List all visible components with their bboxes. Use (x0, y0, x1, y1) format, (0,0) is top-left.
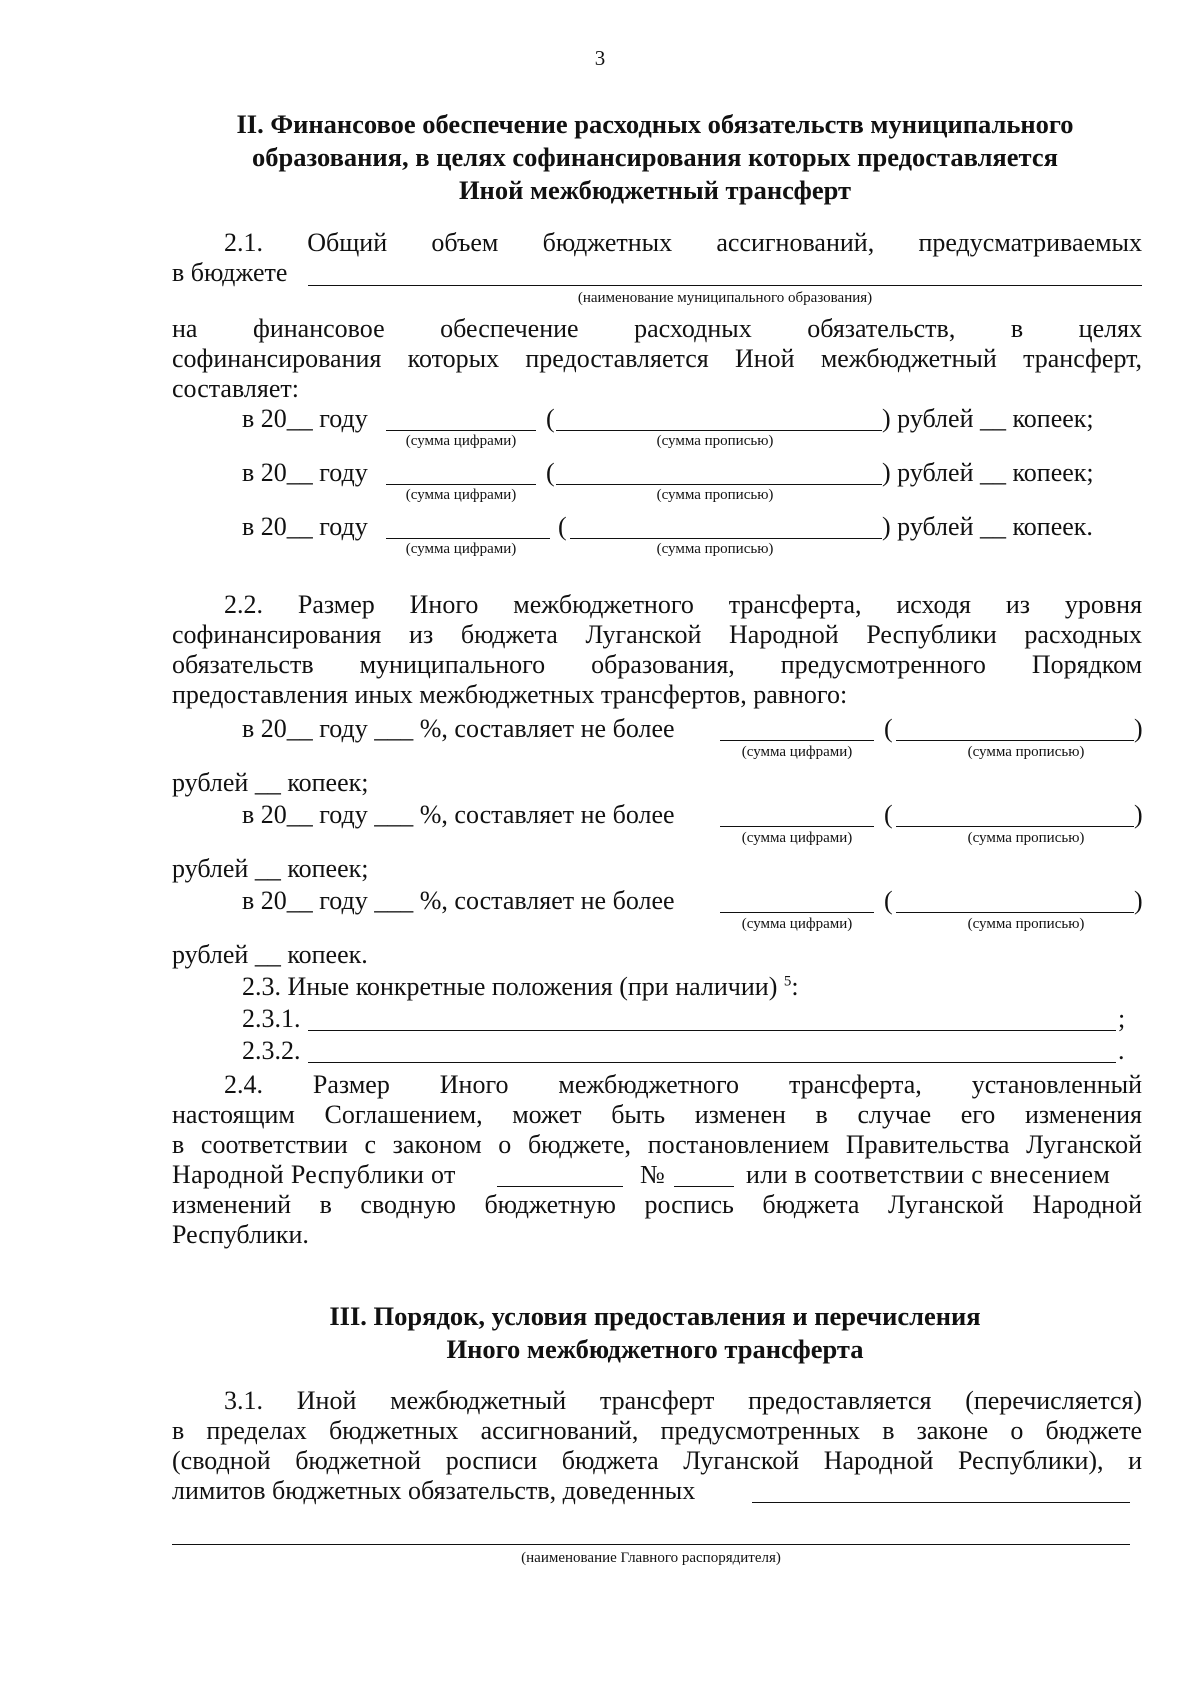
p22-line4: предоставления иных межбюджетных трансфертов, равного: (172, 680, 848, 709)
p31-line1: 3.1. Иной межбюджетный трансферт предоставляется (перечисляется) (224, 1386, 1143, 1415)
p24-line5: изменений в сводную бюджетную роспись бюджета Луганской Народной (172, 1190, 1142, 1219)
p21-line4: софинансирования которых предоставляется Иной межбюджетный трансферт, (172, 344, 1143, 373)
municipality-name-field[interactable] (308, 285, 1142, 286)
amount-digits-field[interactable] (386, 430, 536, 431)
p24-line1: 2.4. Размер Иного межбюджетного трансферта, установленный (224, 1070, 1143, 1099)
amount-words-field[interactable] (570, 538, 882, 539)
section-3-heading (160, 1300, 1150, 1366)
amount-words-field[interactable] (896, 912, 1134, 913)
resolution-date-field[interactable] (497, 1186, 623, 1187)
heading-line: II. Финансовое обеспечение расходных обязательств муниципального (236, 109, 1074, 139)
p24-line3: в соответствии с законом о бюджете, постановлением Правительства Луганской (172, 1130, 1142, 1159)
provision-2-3-2-field[interactable] (308, 1062, 1116, 1063)
amount-digits-field[interactable] (720, 826, 874, 827)
amount-digits-field[interactable] (386, 484, 536, 485)
p23-intro: 2.3. Иные конкретные положения (при наличии) $^5$: (242, 972, 799, 1001)
resolution-number-field[interactable] (674, 1186, 734, 1187)
p24-line6: Республики. (172, 1220, 309, 1249)
page-number: 3 (594, 46, 606, 70)
p21-line5: составляет: (172, 374, 299, 403)
heading-line: Иного межбюджетного трансферта (446, 1334, 864, 1364)
p23-item1-label: 2.3.1. (242, 1004, 301, 1033)
amount-words-field[interactable] (896, 826, 1134, 827)
document-page: 3 II. Финансовое обеспечение расходных обязательств муниципального образования, в целях софинансирования которых предоставляется Иной межбюджетный трансферт 2.1. Общий объем бюджетных ассигнований, предусматриваемых в бюджете (наименование муниципального образования) на финансовое обеспечение расходных обязательств, в целях софинансирования которых предоставляется Иной межбюджетный трансферт, составляет: в 20__ году ( ) рублей __ копеек; (сумма цифрами) (сумма прописью) в 20__ году ( ) рублей __ копеек; (сумма цифрами) (сумма прописью) в 20__ году ( ) рублей __ копеек. (сумма цифрами) (сумма прописью) 2.2. Размер Иного межбюджетного трансферта, исходя из уровня софинансирования из бюджета Луганской Народной Республики расходных обязательств муниципального образования, предусмотренного Порядком предоставления иных межбюджетных трансфертов, равного: в 20__ году ___ %, составляет не более ( ) (сумма цифрами) (сумма прописью) рублей __ копеек; в 20__ году ___ %, составляет не более ( ) (сумма цифрами) (сумма прописью) рублей __ копеек; в 20__ году ___ %, составляет не более ( ) (сумма цифрами) (сумма прописью) рублей __ копеек. 2.3. Иные конкретные положения (при наличии) $^5$: 2.3.1. ; 2.3.2. . 2.4. Размер Иного межбюджетного трансферта, установленный настоящим Соглашением, может быть изменен в случае его изменения в соответствии с законом о бюджете, постановлением Правительства Луганской Народной Республики от № или в соответствии с внесением изменений в сводную бюджетную роспись бюджета Луганской Народной Республики. III. Порядок, условия предоставления и перечисления Иного межбюджетного трансферта 3.1. Иной межбюджетный трансферт предоставляется (перечисляется) в пределах бюджетных ассигнований, предусмотренных в законе о бюджете (сводной бюджетной росписи бюджета Луганской Народной Республики), и лимитов бюджетных обязательств, доведенных (наименование Главного распорядителя) (0, 0, 1200, 1697)
p21-line1: 2.1. Общий объем бюджетных ассигнований, предусматриваемых (224, 228, 1142, 257)
amount-words-field[interactable] (556, 430, 882, 431)
amount-words-field[interactable] (556, 484, 882, 485)
p21-in-budget: в бюджете (172, 258, 288, 287)
p31-line3: (сводной бюджетной росписи бюджета Луганской Народной Республики), и (172, 1446, 1143, 1475)
amount-words-field[interactable] (896, 740, 1134, 741)
p24-line2: настоящим Соглашением, может быть изменен в случае его изменения (172, 1100, 1142, 1129)
p21-line3: на финансовое обеспечение расходных обязательств, в целях (172, 314, 1143, 343)
heading-line: образования, в целях софинансирования которых предоставляется (252, 142, 1058, 172)
amount-digits-field[interactable] (720, 740, 874, 741)
heading-line: Иной межбюджетный трансферт (458, 175, 852, 205)
provision-2-3-1-field[interactable] (308, 1030, 1116, 1031)
footnote-ref: 5 (783, 973, 792, 990)
p31-line2: в пределах бюджетных ассигнований, предусмотренных в законе о бюджете (172, 1416, 1143, 1445)
p23-item2-label: 2.3.2. (242, 1036, 301, 1065)
p22-line1: 2.2. Размер Иного межбюджетного трансферта, исходя из уровня (224, 590, 1143, 619)
p22-line3: обязательств муниципального образования, предусмотренного Порядком (172, 650, 1143, 679)
amount-digits-field[interactable] (720, 912, 874, 913)
heading-line: III. Порядок, условия предоставления и перечисления (329, 1301, 981, 1331)
section-2-heading (160, 108, 1150, 207)
p31-line4: лимитов бюджетных обязательств, доведенных (172, 1476, 696, 1505)
municipality-caption: (наименование муниципального образования) (577, 290, 873, 306)
main-administrator-caption: (наименование Главного распорядителя) (521, 1550, 781, 1566)
p22-line2: софинансирования из бюджета Луганской Народной Республики расходных (172, 620, 1143, 649)
amount-digits-field[interactable] (386, 538, 550, 539)
main-administrator-field-part2[interactable] (172, 1544, 1130, 1545)
main-administrator-field-part1[interactable] (752, 1502, 1130, 1503)
